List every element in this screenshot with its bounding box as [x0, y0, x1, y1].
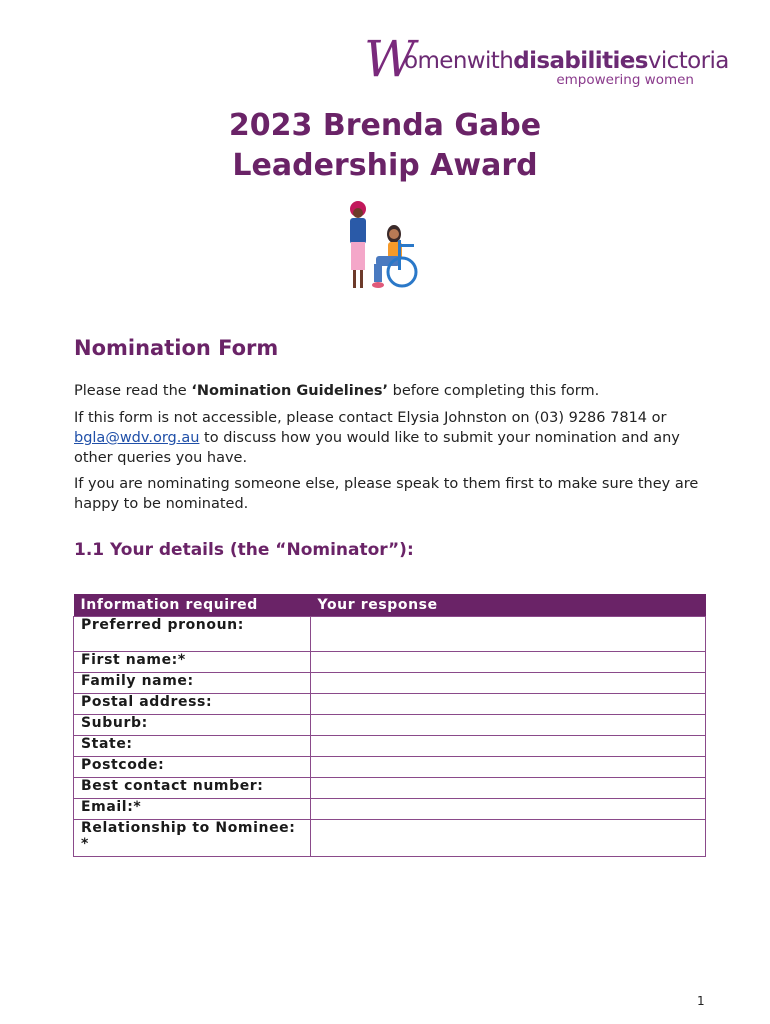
- table-row: [74, 652, 706, 673]
- email-link[interactable]: bgla@wdv.org.au: [74, 430, 200, 446]
- row-label-pronoun: Preferred pronoun:: [74, 617, 311, 652]
- women-illustration-icon: [336, 198, 426, 294]
- table-row: [74, 694, 706, 715]
- your-details-heading: 1.1 Your details (the “Nominator”):: [74, 540, 414, 560]
- table-row: [74, 617, 706, 652]
- table-row: [74, 799, 706, 820]
- response-postcode-input[interactable]: [311, 757, 706, 778]
- nomination-guidelines-text: ‘Nomination Guidelines’: [191, 383, 389, 399]
- row-label-first-name: First name:*: [74, 652, 311, 673]
- response-email-input[interactable]: [311, 799, 706, 820]
- col-info-required: Information required: [74, 594, 311, 617]
- table-row: [74, 715, 706, 736]
- response-family-name-input[interactable]: [311, 673, 706, 694]
- nominating-paragraph: If you are nominating someone else, please speak to them first to make sure they are happy to be nominated.: [74, 476, 699, 512]
- response-first-name-input[interactable]: [311, 652, 706, 673]
- para1-suffix: before completing this form.: [388, 383, 600, 399]
- logo-part-disabilities: disabilities: [513, 48, 648, 74]
- title-line-1: 2023 Brenda Gabe: [228, 108, 542, 143]
- row-label-postcode: Postcode:: [74, 757, 311, 778]
- logo-initial: W: [364, 30, 416, 88]
- table-row: [74, 778, 706, 799]
- row-label-email: Email:*: [74, 799, 311, 820]
- row-label-relationship: Relationship to Nominee: *: [74, 820, 311, 857]
- table-row: [74, 673, 706, 694]
- wdv-logo: [364, 30, 729, 90]
- para1-prefix: Please read the: [74, 383, 192, 399]
- row-label-family-name: Family name:: [74, 673, 311, 694]
- row-label-state: State:: [74, 736, 311, 757]
- response-suburb-input[interactable]: [311, 715, 706, 736]
- row-label-suburb: Suburb:: [74, 715, 311, 736]
- logo-tagline: empowering women: [556, 72, 694, 88]
- logo-part-victoria: victoria: [647, 48, 729, 74]
- nominator-details-table: [73, 594, 706, 857]
- para2-suffix: to discuss how you would like to submit your nomination and any other queries you have.: [74, 430, 680, 466]
- table-row: [74, 736, 706, 757]
- response-postal-address-input[interactable]: [311, 694, 706, 715]
- accessibility-paragraph: [74, 408, 714, 468]
- nomination-form-heading: Nomination Form: [74, 336, 279, 360]
- guidelines-paragraph: [74, 381, 714, 401]
- title-line-2: Leadership Award: [232, 148, 538, 183]
- para2-prefix: If this form is not accessible, please contact Elysia Johnston on (03) 9286 7814 or: [74, 410, 667, 426]
- table-header-row: [74, 594, 706, 617]
- response-state-input[interactable]: [311, 736, 706, 757]
- row-label-postal-address: Postal address:: [74, 694, 311, 715]
- response-relationship-input[interactable]: [311, 820, 706, 857]
- row-label-contact-number: Best contact number:: [74, 778, 311, 799]
- col-your-response: Your response: [311, 594, 706, 617]
- table-row: [74, 757, 706, 778]
- page-number: 1: [697, 994, 705, 1008]
- table-row: [74, 820, 706, 857]
- response-pronoun-input[interactable]: [311, 617, 706, 652]
- logo-wordmark: [404, 48, 729, 74]
- logo-part-women: omenwith: [404, 48, 514, 74]
- response-contact-number-input[interactable]: [311, 778, 706, 799]
